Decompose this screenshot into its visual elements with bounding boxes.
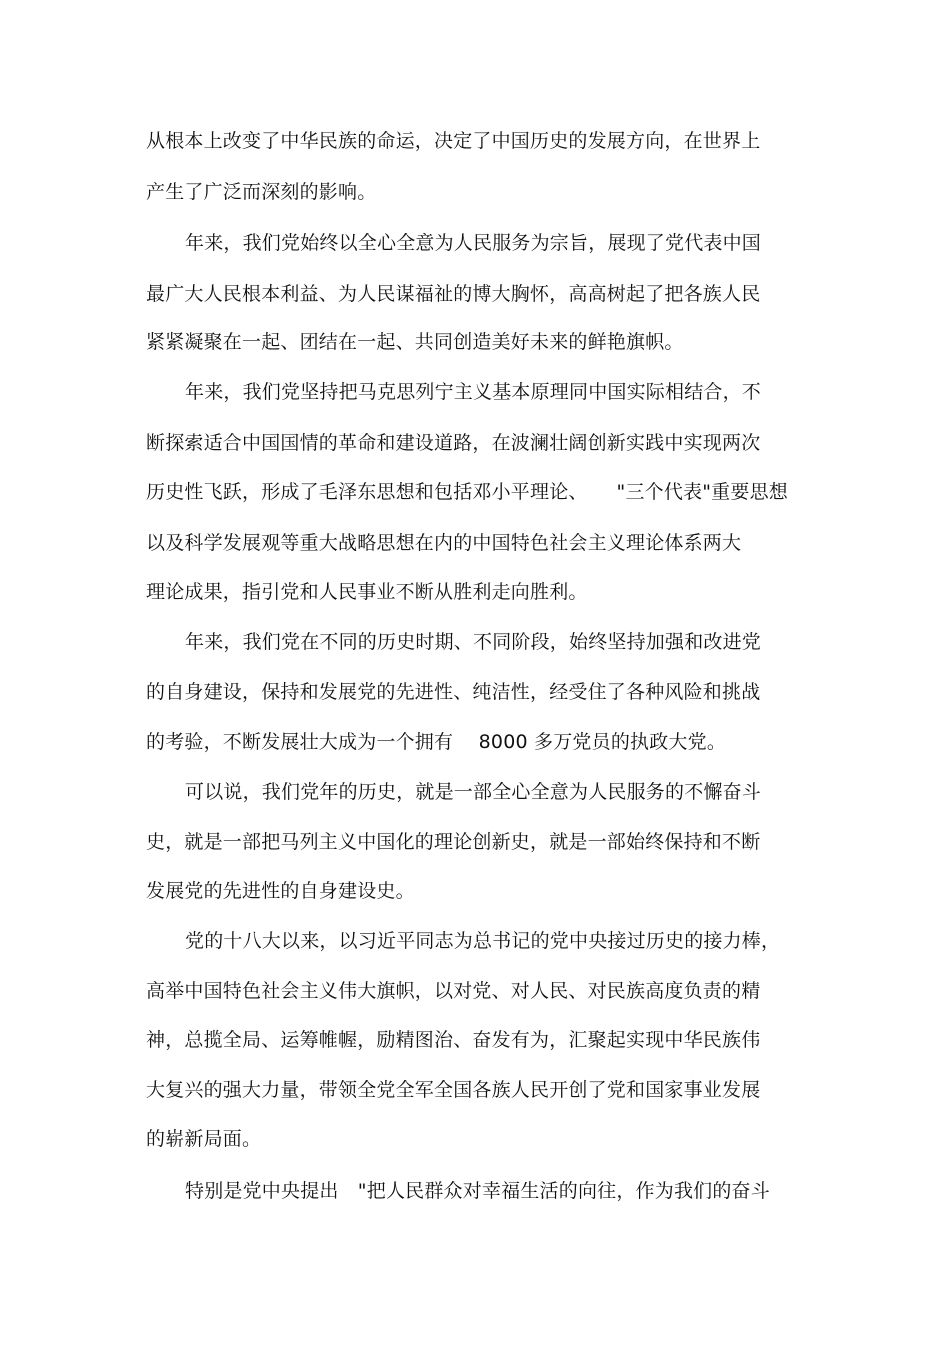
text-line: 紧紧凝聚在一起、团结在一起、共同创造美好未来的鲜艳旗帜。 xyxy=(146,331,684,353)
text-line: 产生了广泛而深刻的影响。 xyxy=(146,181,377,203)
paragraph-first-line: 年来，我们党坚持把马克思列宁主义基本原理同中国实际相结合，不 xyxy=(185,381,762,403)
text-line: 大复兴的强大力量，带领全党全军全国各族人民开创了党和国家事业发展 xyxy=(146,1079,761,1101)
text-line: 历史性飞跃，形成了毛泽东思想和包括邓小平理论、 "三个代表"重要思想 xyxy=(146,481,788,503)
paragraph-first-line: 年来，我们党始终以全心全意为人民服务为宗旨，展现了党代表中国 xyxy=(185,232,762,254)
text-line: 断探索适合中国国情的革命和建设道路，在波澜壮阔创新实践中实现两次 xyxy=(146,432,761,454)
paragraph-first-line: 年来，我们党在不同的历史时期、不同阶段，始终坚持加强和改进党 xyxy=(185,631,762,653)
text-line: 神，总揽全局、运筹帷幄，励精图治、奋发有为，汇聚起实现中华民族伟 xyxy=(146,1029,761,1051)
paragraph-first-line: 可以说，我们党年的历史，就是一部全心全意为人民服务的不懈奋斗 xyxy=(185,781,762,803)
text-line: 最广大人民根本利益、为人民谋福祉的博大胸怀，高高树起了把各族人民 xyxy=(146,283,761,305)
text-line: 的自身建设，保持和发展党的先进性、纯洁性，经受住了各种风险和挑战 xyxy=(146,681,761,703)
text-line: 的崭新局面。 xyxy=(146,1128,262,1150)
text-line: 的考验，不断发展壮大成为一个拥有 8000 多万党员的执政大党。 xyxy=(146,731,727,753)
text-line: 高举中国特色社会主义伟大旗帜，以对党、对人民、对民族高度负责的精 xyxy=(146,980,761,1002)
text-line: 以及科学发展观等重大战略思想在内的中国特色社会主义理论体系两大 xyxy=(146,532,742,554)
paragraph-first-line: 特别是党中央提出 "把人民群众对幸福生活的向往，作为我们的奋斗 xyxy=(185,1180,770,1202)
paragraph-first-line: 党的十八大以来，以习近平同志为总书记的党中央接过历史的接力棒， xyxy=(185,930,781,952)
text-line: 史，就是一部把马列主义中国化的理论创新史，就是一部始终保持和不断 xyxy=(146,831,761,853)
text-line: 理论成果，指引党和人民事业不断从胜利走向胜利。 xyxy=(146,581,588,603)
text-line: 从根本上改变了中华民族的命运，决定了中国历史的发展方向，在世界上 xyxy=(146,130,761,152)
text-line: 发展党的先进性的自身建设史。 xyxy=(146,880,415,902)
